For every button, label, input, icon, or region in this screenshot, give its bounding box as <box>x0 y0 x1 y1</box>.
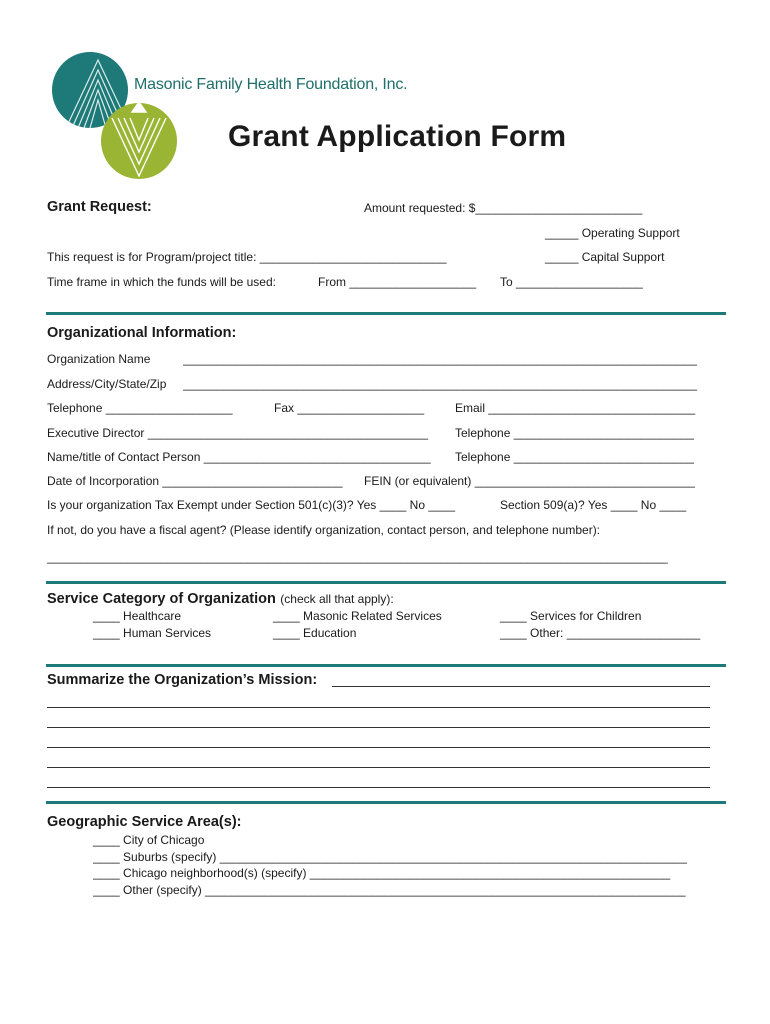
address-label: Address/City/State/Zip <box>47 377 167 391</box>
geo-neighborhoods-field[interactable]: ____ Chicago neighborhood(s) (specify) ______________________________________________________ <box>93 866 671 880</box>
mission-line[interactable] <box>47 727 710 728</box>
org-info-heading: Organizational Information: <box>47 325 237 341</box>
geographic-heading: Geographic Service Area(s): <box>47 814 242 830</box>
incorporation-date-field[interactable]: Date of Incorporation ___________________________ <box>47 474 343 488</box>
service-category-heading: Service Category of Organization <box>47 591 276 607</box>
category-healthcare[interactable]: ____ Healthcare <box>93 609 182 623</box>
operating-support-field[interactable]: _____ Operating Support <box>545 226 680 240</box>
category-other[interactable]: ____ Other: ____________________ <box>500 626 701 640</box>
grant-request-heading: Grant Request: <box>47 199 152 215</box>
contact-telephone-field[interactable]: Telephone ___________________________ <box>455 450 694 464</box>
address-field[interactable]: _____________________________________________________________________________ <box>183 377 697 391</box>
mission-line[interactable] <box>47 767 710 768</box>
mission-line[interactable] <box>47 787 710 788</box>
telephone-field[interactable]: Telephone ___________________ <box>47 401 233 415</box>
geo-other-field[interactable]: ____ Other (specify) ________________________________________________________________________ <box>93 883 686 897</box>
page-title: Grant Application Form <box>228 120 567 153</box>
tax-exempt-question[interactable]: Is your organization Tax Exempt under Section 501(c)(3)? Yes ____ No ____ <box>47 498 456 512</box>
section-divider <box>46 664 726 667</box>
email-field[interactable]: Email _______________________________ <box>455 401 696 415</box>
section-divider <box>46 801 726 804</box>
service-category-note: (check all that apply): <box>280 592 394 606</box>
executive-telephone-field[interactable]: Telephone ___________________________ <box>455 426 694 440</box>
capital-support-field[interactable]: _____ Capital Support <box>545 250 665 264</box>
category-human-services[interactable]: ____ Human Services <box>93 626 212 640</box>
timeframe-label: Time frame in which the funds will be used: <box>47 275 276 289</box>
timeframe-from-field[interactable]: From ___________________ <box>318 275 477 289</box>
category-masonic[interactable]: ____ Masonic Related Services <box>273 609 442 623</box>
timeframe-to-field[interactable]: To ___________________ <box>500 275 643 289</box>
org-name: Masonic Family Health Foundation, Inc. <box>134 76 408 93</box>
program-title-field[interactable]: This request is for Program/project title: ____________________________ <box>47 250 447 264</box>
amount-requested-field[interactable]: Amount requested: $_________________________ <box>364 201 643 215</box>
category-education[interactable]: ____ Education <box>273 626 357 640</box>
fiscal-agent-question: If not, do you have a fiscal agent? (Please identify organization, contact person, and telephone number): <box>47 523 601 537</box>
fax-field[interactable]: Fax ___________________ <box>274 401 425 415</box>
category-children[interactable]: ____ Services for Children <box>500 609 642 623</box>
fein-field[interactable]: FEIN (or equivalent) _________________________________ <box>364 474 695 488</box>
mission-line[interactable] <box>332 686 710 687</box>
mission-line[interactable] <box>47 747 710 748</box>
fiscal-agent-field[interactable]: _____________________________________________________________________________________________ <box>47 550 668 564</box>
geo-suburbs-field[interactable]: ____ Suburbs (specify) ______________________________________________________________________ <box>93 850 687 864</box>
contact-person-field[interactable]: Name/title of Contact Person __________________________________ <box>47 450 431 464</box>
mission-heading: Summarize the Organization’s Mission: <box>47 672 318 688</box>
foundation-logo-icon <box>52 52 180 182</box>
org-name-label: Organization Name <box>47 352 151 366</box>
geo-city-chicago[interactable]: ____ City of Chicago <box>93 833 205 847</box>
section-divider <box>46 581 726 584</box>
section-509-question[interactable]: Section 509(a)? Yes ____ No ____ <box>500 498 687 512</box>
executive-director-field[interactable]: Executive Director __________________________________________ <box>47 426 428 440</box>
section-divider <box>46 312 726 315</box>
org-name-field[interactable]: _____________________________________________________________________________ <box>183 352 697 366</box>
mission-line[interactable] <box>47 707 710 708</box>
